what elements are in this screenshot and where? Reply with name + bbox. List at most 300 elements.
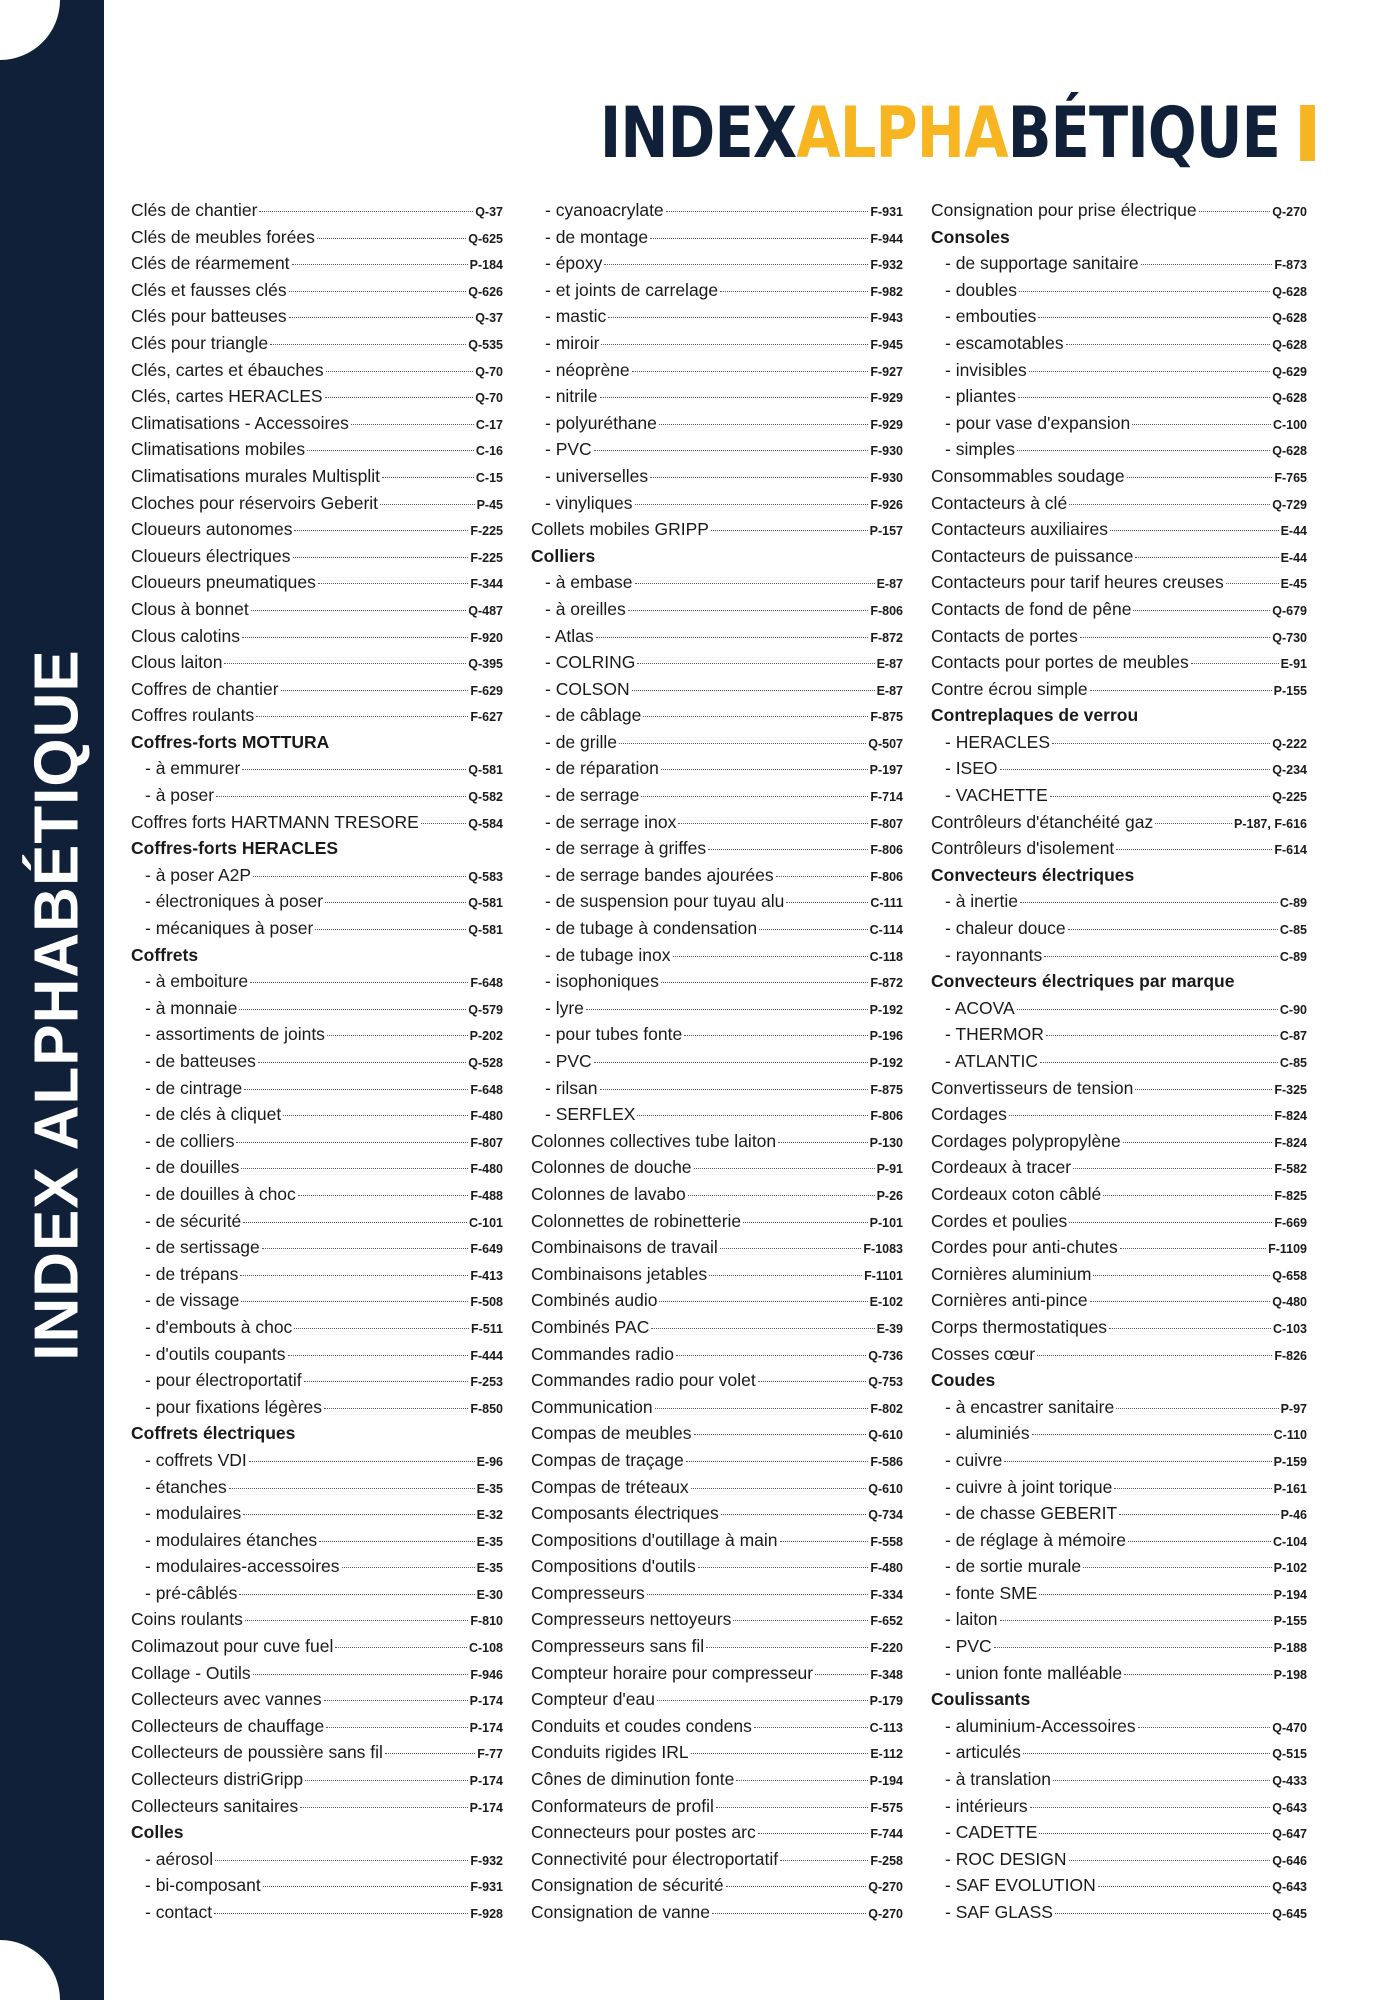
- index-entry: [931, 1287, 1307, 1314]
- index-heading: Consoles: [931, 226, 1010, 247]
- index-entry: [531, 1474, 903, 1501]
- dot-leader: [1123, 1142, 1273, 1143]
- entry-label: Collecteurs de chauffage: [131, 1715, 325, 1736]
- entry-label: Combinés PAC: [531, 1316, 650, 1337]
- entry-label: - de sertissage: [145, 1237, 260, 1258]
- index-subentry: [931, 436, 1307, 463]
- index-entry: [131, 676, 503, 703]
- index-subentry: [931, 782, 1307, 809]
- index-entry: [531, 1287, 903, 1314]
- index-entry: [131, 1660, 503, 1687]
- page-reference: C-16: [475, 444, 503, 459]
- page-reference: Q-270: [868, 1907, 903, 1921]
- dot-leader: [676, 1355, 866, 1356]
- page-reference: F-806: [870, 603, 903, 618]
- page-reference: Q-480: [1272, 1295, 1307, 1310]
- dot-leader: [214, 1913, 468, 1914]
- index-entry: [531, 1128, 903, 1155]
- entry-label: - modulaires étanches: [145, 1529, 318, 1550]
- entry-label: Consommables soudage: [931, 465, 1125, 486]
- dot-leader: [300, 1807, 467, 1808]
- page-reference: Q-270: [868, 1880, 903, 1895]
- dot-leader: [1023, 1753, 1270, 1754]
- index-subentry: [931, 1899, 1307, 1926]
- index-subentry: [931, 1553, 1307, 1580]
- entry-label: - contact: [145, 1902, 213, 1922]
- dot-leader: [1017, 1009, 1278, 1010]
- page-reference: E-35: [476, 1534, 503, 1549]
- entry-label: Cordeaux à tracer: [931, 1157, 1072, 1178]
- page-reference: E-91: [1280, 657, 1307, 672]
- dot-leader: [691, 1753, 869, 1754]
- index-subentry: [931, 915, 1307, 942]
- page-reference: F-920: [470, 630, 503, 645]
- entry-label: Collage - Outils: [131, 1662, 251, 1683]
- page-reference: Q-234: [1272, 763, 1307, 778]
- entry-label: Collecteurs avec vannes: [131, 1689, 322, 1710]
- page-reference: F-872: [870, 976, 903, 991]
- index-heading: Contreplaques de verrou: [931, 705, 1139, 726]
- page-reference: F-826: [1274, 1348, 1307, 1363]
- dot-leader: [1138, 1727, 1271, 1728]
- entry-label: - de sortie murale: [945, 1556, 1082, 1577]
- side-title: INDEX ALPHABÉTIQUE: [22, 649, 92, 1361]
- index-entry: [931, 1128, 1307, 1155]
- index-subentry: [131, 1846, 503, 1873]
- entry-label: Compteur horaire pour compresseur: [531, 1662, 814, 1683]
- index-subentry: [531, 809, 903, 836]
- dot-leader: [736, 1780, 867, 1781]
- page-reference: F-926: [870, 497, 903, 512]
- index-entry: [531, 1580, 903, 1607]
- dot-leader: [1116, 1408, 1278, 1409]
- entry-label: Composants électriques: [531, 1503, 719, 1524]
- page-reference: P-202: [469, 1029, 503, 1044]
- index-subentry: [531, 1048, 903, 1075]
- index-subentry: [131, 1208, 503, 1235]
- page-reference: Q-270: [1272, 205, 1307, 219]
- dot-leader: [224, 663, 466, 664]
- index-subentry: [931, 1606, 1307, 1633]
- index-heading: Coudes: [931, 1370, 996, 1391]
- entry-label: - COLRING: [545, 652, 636, 673]
- index-subentry: [531, 888, 903, 915]
- dot-leader: [259, 211, 473, 212]
- index-entry: [131, 1766, 503, 1793]
- index-subentry: [131, 1394, 503, 1421]
- entry-label: - doubles: [945, 279, 1017, 300]
- entry-label: Coins roulants: [131, 1609, 243, 1630]
- dot-leader: [709, 1275, 862, 1276]
- entry-label: Compresseurs: [531, 1582, 645, 1603]
- page-reference: Q-610: [868, 1428, 903, 1443]
- page-reference: P-174: [469, 1774, 503, 1789]
- dot-leader: [711, 530, 868, 531]
- dot-leader: [216, 796, 466, 797]
- dot-leader: [327, 1035, 468, 1036]
- dot-leader: [716, 1807, 868, 1808]
- entry-label: Clés de chantier: [131, 200, 258, 220]
- dot-leader: [600, 397, 869, 398]
- entry-label: - mécaniques à poser: [145, 918, 314, 939]
- entry-label: Cornières anti-pince: [931, 1290, 1088, 1311]
- dot-leader: [759, 929, 868, 930]
- dot-leader: [780, 1541, 869, 1542]
- page-reference: F-413: [470, 1268, 503, 1283]
- index-entry: [531, 1739, 903, 1766]
- index-entry: [531, 1154, 903, 1181]
- page-reference: Q-583: [468, 869, 503, 884]
- dot-leader: [335, 1647, 467, 1648]
- page-reference: F-806: [870, 843, 903, 858]
- dot-leader: [326, 1727, 467, 1728]
- entry-label: - SERFLEX: [545, 1104, 636, 1125]
- index-entry: [531, 1872, 903, 1899]
- dot-leader: [317, 238, 466, 239]
- index-heading: Coffrets électriques: [131, 1423, 296, 1444]
- index-entry: [931, 543, 1307, 570]
- index-heading: Coffres-forts MOTTURA: [131, 731, 330, 752]
- index-subentry: [531, 463, 903, 490]
- dot-leader: [1004, 1461, 1271, 1462]
- entry-label: Clés pour batteuses: [131, 306, 287, 327]
- dot-leader: [315, 929, 466, 930]
- index-entry: [931, 649, 1307, 676]
- index-entry: [931, 463, 1307, 490]
- index-entry: [931, 1181, 1307, 1208]
- dot-leader: [251, 610, 467, 611]
- page-reference: P-155: [1273, 683, 1307, 698]
- dot-leader: [241, 1168, 468, 1169]
- index-subentry: [531, 490, 903, 517]
- entry-label: Coffres forts HARTMANN TRESORE: [131, 811, 419, 832]
- entry-label: - de douilles à choc: [145, 1183, 296, 1204]
- entry-label: - vinyliques: [545, 492, 633, 513]
- dot-leader: [684, 1035, 867, 1036]
- page-reference: P-174: [469, 1720, 503, 1735]
- entry-label: - à poser A2P: [145, 864, 252, 885]
- page-reference: Q-70: [475, 391, 503, 406]
- dot-leader: [647, 1594, 869, 1595]
- entry-label: - de tubage à condensation: [545, 918, 758, 939]
- entry-label: - modulaires-accessoires: [145, 1556, 340, 1577]
- dot-leader: [1052, 743, 1270, 744]
- index-entry: [531, 1208, 903, 1235]
- page-reference: Q-628: [1272, 337, 1307, 352]
- page-reference: E-44: [1280, 550, 1307, 565]
- page-title: [600, 92, 1315, 174]
- index-heading: Coffrets: [131, 944, 199, 965]
- index-heading: Colliers: [531, 545, 596, 566]
- entry-label: - PVC: [545, 439, 592, 460]
- index-subentry: [131, 1527, 503, 1554]
- page-reference: E-32: [476, 1508, 503, 1523]
- index-entry: [131, 224, 503, 251]
- page-reference: P-194: [1273, 1587, 1307, 1602]
- page-reference: Q-395: [468, 657, 503, 672]
- dot-leader: [1127, 477, 1273, 478]
- entry-label: - de trépans: [145, 1263, 239, 1284]
- index-entry: [131, 1713, 503, 1740]
- index-heading: Coulissants: [931, 1689, 1031, 1710]
- dot-leader: [1135, 1089, 1272, 1090]
- entry-label: Contacteurs de puissance: [931, 545, 1134, 566]
- entry-label: - à inertie: [945, 891, 1018, 912]
- entry-label: - de serrage inox: [545, 811, 677, 832]
- dot-leader: [1020, 902, 1278, 903]
- dot-leader: [1039, 1833, 1270, 1834]
- page-reference: F-480: [470, 1162, 503, 1177]
- dot-leader: [325, 902, 466, 903]
- entry-label: - de suspension pour tuyau alu: [545, 891, 785, 912]
- dot-leader: [229, 1488, 475, 1489]
- entry-label: - pour fixations légères: [145, 1396, 323, 1417]
- dot-leader: [596, 637, 869, 638]
- dot-leader: [324, 1700, 468, 1701]
- title-accent-bar: [1300, 105, 1315, 161]
- entry-label: Clés, cartes et ébauches: [131, 359, 324, 380]
- dot-leader: [325, 397, 474, 398]
- index-entry: [131, 702, 503, 729]
- page-reference: C-104: [1272, 1534, 1307, 1549]
- page-reference: F-225: [470, 550, 503, 565]
- page-reference: P-174: [469, 1694, 503, 1709]
- dot-leader: [242, 637, 468, 638]
- dot-leader: [632, 371, 869, 372]
- dot-leader: [780, 1860, 868, 1861]
- dot-leader: [720, 1248, 862, 1249]
- dot-leader: [1155, 823, 1232, 824]
- entry-label: Climatisations murales Multisplit: [131, 465, 380, 486]
- entry-label: Combinés audio: [531, 1290, 658, 1311]
- dot-leader: [601, 344, 868, 345]
- page-reference: Q-643: [1272, 1800, 1307, 1815]
- dot-leader: [1030, 1807, 1271, 1808]
- dot-leader: [1000, 769, 1271, 770]
- page-reference: F-1083: [863, 1242, 903, 1257]
- dot-leader: [678, 823, 868, 824]
- entry-label: - de vissage: [145, 1290, 240, 1311]
- page-reference: F-946: [470, 1667, 503, 1682]
- entry-label: - assortiments de joints: [145, 1024, 325, 1045]
- index-subentry: [931, 303, 1307, 330]
- page-reference: Q-626: [468, 284, 503, 299]
- page-reference: E-35: [476, 1561, 503, 1576]
- index-subentry: [531, 277, 903, 304]
- dot-leader: [1009, 1115, 1272, 1116]
- dot-leader: [1017, 450, 1270, 451]
- page-reference: F-714: [870, 790, 903, 805]
- index-entry: [931, 197, 1307, 224]
- index-column-2: [531, 197, 903, 1926]
- index-subentry: [131, 1234, 503, 1261]
- page-reference: F-945: [870, 337, 903, 352]
- index-entry: [531, 1500, 903, 1527]
- dot-leader: [666, 211, 869, 212]
- index-entry: [131, 623, 503, 650]
- dot-leader: [691, 1488, 867, 1489]
- entry-label: Compteur d'eau: [531, 1689, 655, 1710]
- entry-label: Compas de traçage: [531, 1449, 684, 1470]
- index-subentry: [131, 1101, 503, 1128]
- page-reference: F-348: [870, 1667, 903, 1682]
- index-subentry: [531, 330, 903, 357]
- page-reference: F-511: [471, 1321, 503, 1336]
- page-reference: C-17: [475, 417, 503, 432]
- entry-label: - PVC: [945, 1636, 992, 1657]
- index-subentry: [131, 1447, 503, 1474]
- page-reference: F-649: [470, 1242, 503, 1257]
- index-entry: [531, 1447, 903, 1474]
- entry-label: - électroniques à poser: [145, 891, 324, 912]
- entry-label: - simples: [945, 439, 1016, 460]
- page-reference: F-872: [870, 630, 903, 645]
- index-entry: [531, 1420, 903, 1447]
- index-entry: [131, 1793, 503, 1820]
- entry-label: - polyuréthane: [545, 412, 657, 433]
- entry-label: - de chasse GEBERIT: [945, 1503, 1118, 1524]
- entry-label: Clés, cartes HERACLES: [131, 386, 323, 407]
- index-subentry: [531, 303, 903, 330]
- page-reference: P-179: [869, 1694, 903, 1709]
- dot-leader: [1069, 1860, 1271, 1861]
- index-entry: [131, 197, 503, 224]
- index-entry: [131, 490, 503, 517]
- dot-leader: [1124, 1674, 1272, 1675]
- entry-label: - de grille: [545, 731, 617, 752]
- entry-label: - escamotables: [945, 332, 1064, 353]
- index-subentry: [131, 1075, 503, 1102]
- index-subentry: [131, 1314, 503, 1341]
- entry-label: Clous calotins: [131, 625, 240, 646]
- page-reference: F-648: [470, 976, 503, 991]
- dot-leader: [632, 690, 875, 691]
- index-subentry: [931, 1633, 1307, 1660]
- index-subentry: [931, 1394, 1307, 1421]
- page-reference: F-807: [470, 1135, 503, 1150]
- entry-label: - mastic: [545, 306, 607, 327]
- entry-label: - et joints de carrelage: [545, 279, 719, 300]
- page-reference: F-480: [870, 1561, 903, 1576]
- dot-leader: [604, 264, 868, 265]
- entry-label: - lyre: [545, 997, 584, 1018]
- page-reference: F-807: [870, 816, 903, 831]
- dot-leader: [698, 1567, 869, 1568]
- page-reference: F-744: [870, 1827, 903, 1842]
- page-reference: F-928: [470, 1907, 503, 1921]
- entry-label: Climatisations mobiles: [131, 439, 306, 460]
- dot-leader: [250, 982, 468, 983]
- dot-leader: [635, 504, 869, 505]
- entry-label: Cornières aluminium: [931, 1263, 1092, 1284]
- index-entry: [531, 1660, 903, 1687]
- dot-leader: [307, 450, 474, 451]
- index-subentry: [931, 410, 1307, 437]
- page-reference: Q-629: [1272, 364, 1307, 379]
- dot-leader: [661, 769, 868, 770]
- entry-label: - de supportage sanitaire: [945, 253, 1139, 274]
- page-reference: F-1109: [1268, 1242, 1307, 1257]
- index-subentry: [131, 1181, 503, 1208]
- dot-leader: [726, 1886, 867, 1887]
- dot-leader: [778, 1142, 867, 1143]
- page-reference: E-45: [1280, 577, 1307, 592]
- entry-label: - à emmurer: [145, 758, 241, 779]
- entry-label: Colimazout pour cuve fuel: [131, 1636, 334, 1657]
- entry-label: Conformateurs de profil: [531, 1795, 714, 1816]
- page-reference: P-194: [869, 1774, 903, 1789]
- entry-label: Coffres de chantier: [131, 678, 279, 699]
- index-subentry: [531, 729, 903, 756]
- index-subentry: [931, 995, 1307, 1022]
- dot-leader: [263, 1886, 469, 1887]
- index-subentry: [931, 729, 1307, 756]
- page-reference: Q-679: [1272, 603, 1307, 618]
- entry-label: - de câblage: [545, 705, 642, 726]
- dot-leader: [1053, 1780, 1270, 1781]
- dot-leader: [294, 1328, 469, 1329]
- index-entry: [931, 516, 1307, 543]
- index-entry: [931, 596, 1307, 623]
- entry-label: - coffrets VDI: [145, 1449, 247, 1470]
- index-entry: [531, 1261, 903, 1288]
- page-reference: F-943: [870, 311, 903, 326]
- entry-label: - de douilles: [145, 1157, 240, 1178]
- dot-leader: [1093, 1275, 1270, 1276]
- index-subentry: [931, 1660, 1307, 1687]
- page-reference: F-253: [470, 1375, 503, 1390]
- page-reference: F-806: [870, 869, 903, 884]
- entry-label: - cuivre à joint torique: [945, 1476, 1113, 1497]
- entry-label: - aérosol: [145, 1848, 214, 1869]
- page-reference: P-97: [1280, 1401, 1307, 1416]
- page-reference: Q-579: [468, 1002, 503, 1017]
- dot-leader: [659, 1301, 867, 1302]
- index-entry: [531, 1553, 903, 1580]
- page-reference: F-982: [870, 284, 903, 299]
- index-subentry: [531, 383, 903, 410]
- page-reference: F-875: [870, 1082, 903, 1097]
- entry-label: Compositions d'outillage à main: [531, 1529, 778, 1550]
- page-reference: Q-507: [868, 736, 903, 751]
- entry-label: Colonnes de lavabo: [531, 1183, 686, 1204]
- page-reference: Q-730: [1272, 630, 1307, 645]
- index-subentry: [931, 1846, 1307, 1873]
- index-subentry: [931, 755, 1307, 782]
- entry-label: Contacts de fond de pêne: [931, 598, 1132, 619]
- index-subentry: [931, 250, 1307, 277]
- index-entry: [931, 1101, 1307, 1128]
- index-subentry: [531, 1021, 903, 1048]
- index-entry: [131, 1739, 503, 1766]
- page-reference: P-161: [1273, 1481, 1307, 1496]
- page-reference: Q-628: [1272, 444, 1307, 459]
- page-reference: P-157: [869, 524, 903, 539]
- entry-label: Convertisseurs de tension: [931, 1077, 1134, 1098]
- dot-leader: [994, 1647, 1272, 1648]
- index-entry: [531, 1314, 903, 1341]
- dot-leader: [288, 1355, 469, 1356]
- page-reference: C-113: [869, 1720, 903, 1735]
- dot-leader: [1090, 1301, 1271, 1302]
- entry-label: Contacteurs à clé: [931, 492, 1068, 513]
- dot-leader: [1032, 1434, 1272, 1435]
- page-reference: E-96: [476, 1454, 503, 1469]
- index-entry: [531, 1686, 903, 1713]
- dot-leader: [657, 1700, 868, 1701]
- entry-label: Contre écrou simple: [931, 678, 1088, 699]
- page-reference: Q-729: [1272, 497, 1307, 512]
